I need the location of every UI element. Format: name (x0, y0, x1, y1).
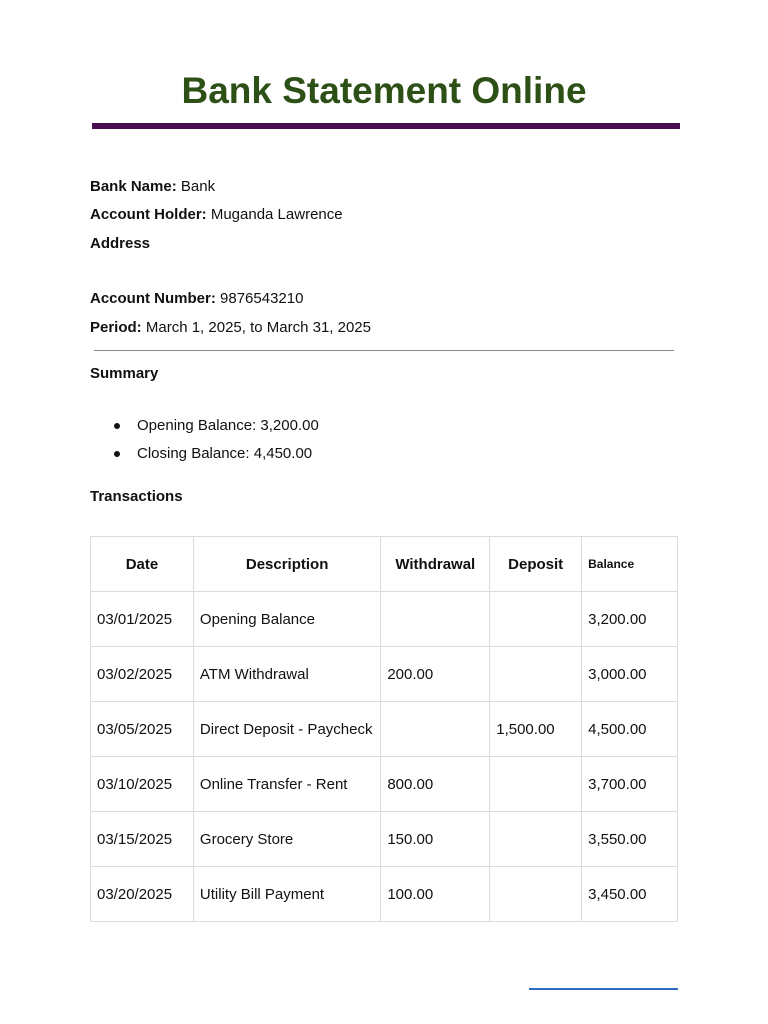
column-header-deposit: Deposit (490, 537, 582, 592)
account-number-line (90, 289, 303, 309)
column-header-withdrawal: Withdrawal (381, 537, 490, 592)
table-row (91, 702, 678, 757)
table-row (91, 592, 678, 647)
bullet-icon (114, 451, 120, 457)
table-row (91, 812, 678, 867)
cell-withdrawal: 100.00 (381, 867, 490, 922)
column-header-description: Description (193, 537, 380, 592)
cell-description: Online Transfer - Rent (193, 757, 380, 812)
bullet-icon (114, 423, 120, 429)
cell-description: Opening Balance (193, 592, 380, 647)
cell-balance: 3,550.00 (582, 812, 678, 867)
bank-name-value: Bank (180, 178, 216, 195)
cell-withdrawal (381, 592, 490, 647)
cell-date: 03/20/2025 (91, 867, 194, 922)
list-item (112, 412, 319, 440)
period-value: March 1, 2025, to March 31, 2025 (145, 319, 371, 336)
table-row (91, 647, 678, 702)
list-item (112, 440, 319, 468)
cell-deposit (490, 757, 582, 812)
cell-deposit (490, 812, 582, 867)
account-number-value: 9876543210 (220, 290, 304, 307)
column-header-date: Date (91, 537, 194, 592)
column-header-balance: Balance (582, 537, 678, 592)
cell-withdrawal: 200.00 (381, 647, 490, 702)
cell-balance: 4,500.00 (582, 702, 678, 757)
cell-date: 03/15/2025 (91, 812, 194, 867)
cell-balance: 3,200.00 (582, 592, 678, 647)
address-label: Address (90, 235, 151, 252)
period-label: Period: (90, 319, 142, 336)
opening-balance-text: Opening Balance: 3,200.00 (137, 417, 319, 434)
cell-deposit (490, 647, 582, 702)
cell-description: Utility Bill Payment (193, 867, 380, 922)
cell-balance: 3,450.00 (582, 867, 678, 922)
table-row (91, 867, 678, 922)
transactions-table (90, 536, 678, 922)
account-number-label: Account Number: (90, 290, 216, 307)
cell-date: 03/01/2025 (91, 592, 194, 647)
cell-date: 03/02/2025 (91, 647, 194, 702)
bank-name-line (90, 177, 215, 197)
table-header-row (91, 537, 678, 592)
cell-withdrawal: 800.00 (381, 757, 490, 812)
bank-name-label: Bank Name: (90, 178, 177, 195)
transactions-heading: Transactions (90, 488, 183, 505)
account-holder-value: Muganda Lawrence (210, 206, 343, 223)
cell-description: ATM Withdrawal (193, 647, 380, 702)
section-divider (94, 350, 674, 351)
title-divider (92, 123, 680, 129)
cell-description: Grocery Store (193, 812, 380, 867)
footer-divider (529, 988, 678, 990)
cell-withdrawal (381, 702, 490, 757)
cell-date: 03/10/2025 (91, 757, 194, 812)
cell-deposit: 1,500.00 (490, 702, 582, 757)
cell-deposit (490, 867, 582, 922)
account-holder-label: Account Holder: (90, 206, 207, 223)
summary-list (112, 412, 319, 468)
account-holder-line (90, 205, 343, 225)
cell-balance: 3,000.00 (582, 647, 678, 702)
summary-heading: Summary (90, 365, 159, 382)
cell-description: Direct Deposit - Paycheck (193, 702, 380, 757)
cell-balance: 3,700.00 (582, 757, 678, 812)
table-row (91, 757, 678, 812)
cell-deposit (490, 592, 582, 647)
cell-date: 03/05/2025 (91, 702, 194, 757)
address-line (90, 234, 150, 254)
cell-withdrawal: 150.00 (381, 812, 490, 867)
closing-balance-text: Closing Balance: 4,450.00 (137, 445, 313, 462)
period-line (90, 318, 371, 338)
page-title: Bank Statement Online (181, 70, 587, 111)
